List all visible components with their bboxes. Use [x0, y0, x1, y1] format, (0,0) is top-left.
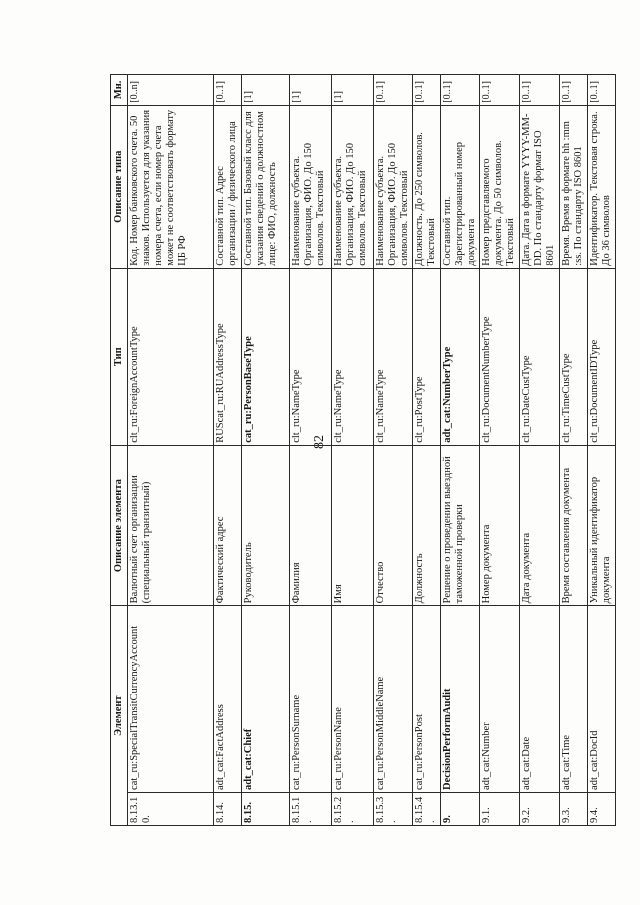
header-type: Тип [111, 268, 128, 445]
row-type: clt_ru:NameType [332, 268, 374, 445]
row-mn: [0..1] [480, 75, 520, 106]
row-desc: Валютный счет организации (специальный транзитный) [128, 445, 214, 606]
row-mn: [0..1] [441, 75, 480, 106]
table-row [332, 75, 374, 826]
row-type-desc: Составной тип. Адрес организации / физического лица [214, 105, 242, 268]
row-number: 8.15.1. [290, 792, 332, 825]
table-row [413, 75, 441, 826]
row-type-desc: Наименование субъекта. Организация, ФИО. До 150 символов. Текстовый [290, 105, 332, 268]
table-row [480, 75, 520, 826]
row-mn: [1] [332, 75, 374, 106]
row-desc: Время составления документа [560, 445, 588, 606]
row-number: 8.15. [242, 792, 290, 825]
row-mn: [0..1] [588, 75, 616, 106]
row-number: 8.15.4. [413, 792, 441, 825]
table-row [588, 75, 616, 826]
table-row [128, 75, 214, 826]
row-number: 9.1. [480, 792, 520, 825]
header-type-desc: Описание типа [111, 105, 128, 268]
row-type: clt_ru:ForeignAccountType [128, 268, 214, 445]
row-type-desc: Наименование субъекта. Организация, ФИО. До 150 символов. Текстовый [332, 105, 374, 268]
row-number: 9. [441, 792, 480, 825]
row-desc: Дата документа [520, 445, 560, 606]
row-element: adt_cat:FactAddress [214, 606, 242, 793]
row-element: cat_ru:PersonSurname [290, 606, 332, 793]
row-type: RUScat_ru:RUAddressType [214, 268, 242, 445]
row-desc: Должность [413, 445, 441, 606]
table-row [290, 75, 332, 826]
row-type-desc: Наименование субъекта. Организация, ФИО. До 150 символов. Текстовый [374, 105, 413, 268]
row-mn: [0..1] [520, 75, 560, 106]
row-element: DecisionPerformAudit [441, 606, 480, 793]
row-desc: Отчество [374, 445, 413, 606]
row-number: 8.14. [214, 792, 242, 825]
table-region [110, 74, 612, 826]
row-number: 9.2. [520, 792, 560, 825]
row-desc: Фамилия [290, 445, 332, 606]
row-desc: Руководитель [242, 445, 290, 606]
row-element: adt_cat:Number [480, 606, 520, 793]
row-element: adt_cat:Time [560, 606, 588, 793]
row-type: clt_ru:NameType [290, 268, 332, 445]
header-element: Элемент [111, 606, 128, 826]
row-element: adt_cat:DocId [588, 606, 616, 793]
row-type: clt_ru:NameType [374, 268, 413, 445]
schema-table [110, 74, 616, 826]
row-mn: [1] [290, 75, 332, 106]
row-element: adt_cat:Chief [242, 606, 290, 793]
row-desc: Имя [332, 445, 374, 606]
row-mn: [0..n] [128, 75, 214, 106]
row-type: adt_cat:NumberType [441, 268, 480, 445]
row-type: cat_ru:PersonBaseType [242, 268, 290, 445]
row-element: adt_cat:Date [520, 606, 560, 793]
table-row [520, 75, 560, 826]
row-type: clt_ru:DocumentNumberType [480, 268, 520, 445]
table-row [242, 75, 290, 826]
row-type-desc: Идентификатор. Текстовая строка. До 36 символов [588, 105, 616, 268]
row-type: clt_ru:DocumentIDType [588, 268, 616, 445]
row-mn: [1] [242, 75, 290, 106]
row-type-desc: Должность. До 250 символов. Текстовый [413, 105, 441, 268]
row-desc: Решение о проведении выездной таможенной проверки [441, 445, 480, 606]
row-mn: [0..1] [560, 75, 588, 106]
row-mn: [0..1] [374, 75, 413, 106]
row-desc: Номер документа [480, 445, 520, 606]
row-desc: Уникальный идентификатор документа [588, 445, 616, 606]
row-element: cat_ru:PersonMiddleName [374, 606, 413, 793]
row-type: clt_ru:TimeCustType [560, 268, 588, 445]
row-type: clt_ru:PostType [413, 268, 441, 445]
table-row [214, 75, 242, 826]
table-header-row [111, 75, 128, 826]
row-element: cat_ru:PersonPost [413, 606, 441, 793]
row-number: 9.4. [588, 792, 616, 825]
row-type-desc: Время. Время в формате hh :mm :ss. По стандарту ISO 8601 [560, 105, 588, 268]
table-row [560, 75, 588, 826]
row-number: 8.13.10. [128, 792, 214, 825]
row-number: 8.15.3. [374, 792, 413, 825]
header-element-desc: Описание элемента [111, 445, 128, 606]
row-type-desc: Составной тип. Зарегистрированный номер документа [441, 105, 480, 268]
row-type: clt_ru:DateCustType [520, 268, 560, 445]
row-element: cat_ru:SpecialTransitCurrencyAccount [128, 606, 214, 793]
table-row [374, 75, 413, 826]
row-type-desc: Дата. Дата в формате YYYY-MM-DD. По стандарту формат ISO 8601 [520, 105, 560, 268]
row-type-desc: Код. Номер банковского счета. 50 знаков. Используется для указания номера счета, если номер счета может не соответствовать формату ЦБ РФ [128, 105, 214, 268]
rotated-table-container [110, 74, 612, 826]
table-row [441, 75, 480, 826]
row-mn: [0..1] [214, 75, 242, 106]
row-type-desc: Номер представляемого документа. До 50 символов. Текстовый [480, 105, 520, 268]
row-mn: [0..1] [413, 75, 441, 106]
row-element: cat_ru:PersonName [332, 606, 374, 793]
row-number: 9.3. [560, 792, 588, 825]
row-type-desc: Составной тип. Базовый класс для указания сведений о должностном лице: ФИО, должность [242, 105, 290, 268]
row-desc: Фактический адрес [214, 445, 242, 606]
header-mn: Мн. [111, 75, 128, 106]
row-number: 8.15.2. [332, 792, 374, 825]
page-number: 82 [312, 435, 327, 449]
